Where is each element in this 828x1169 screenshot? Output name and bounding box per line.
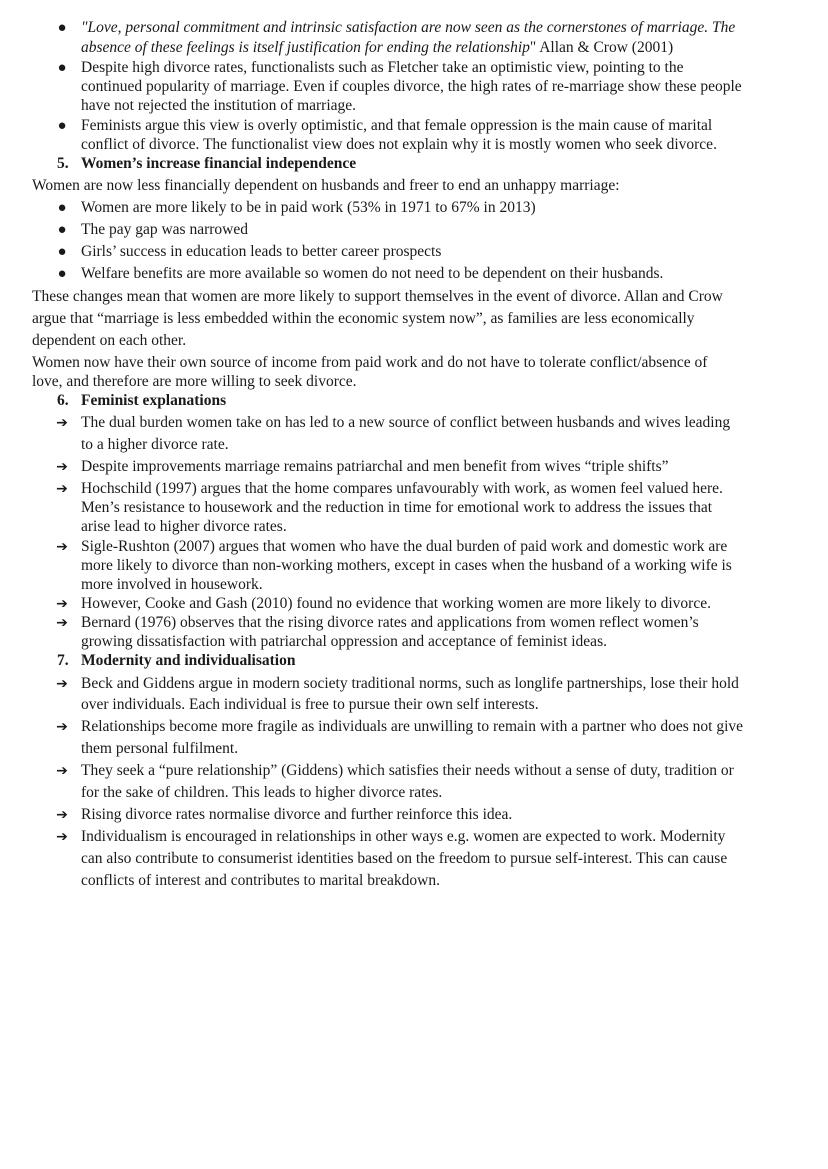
quote-citation: " Allan & Crow (2001) [529, 39, 674, 56]
text-line: Beck and Giddens argue in modern society traditional norms, such as longlife partnerships, lose their hold [81, 675, 739, 692]
section-number: 7. [57, 652, 69, 669]
section-number: 6. [57, 392, 69, 409]
text-line: arise lead to higher divorce rates. [81, 518, 287, 535]
bullet-icon: ● [57, 118, 67, 134]
section-heading: Modernity and individualisation [81, 652, 296, 669]
text-line: for the sake of children. This leads to higher divorce rates. [81, 784, 443, 801]
text-line: dependent on each other. [32, 332, 187, 349]
text-line: conflicts of interest and contributes to marital breakdown. [81, 872, 440, 889]
text-line: Relationships become more fragile as individuals are unwilling to remain with a partner who does not give [81, 718, 744, 735]
text-line: Women now have their own source of income from paid work and do not have to tolerate conflict/absence of [32, 354, 708, 371]
text-line: Hochschild (1997) argues that the home compares unfavourably with work, as women feel valued here. [81, 480, 723, 497]
text-line: Sigle-Rushton (2007) argues that women who have the dual burden of paid work and domestic work are [81, 538, 728, 555]
list-item: Girls’ success in education leads to better career prospects [81, 243, 442, 260]
text-line: growing dissatisfaction with patriarchal oppression and acceptance of feminist ideas. [81, 633, 607, 650]
text-line: Feminists argue this view is overly optimistic, and that female oppression is the main cause of marital [81, 117, 713, 134]
text-line: have not rejected the institution of marriage. [81, 97, 357, 114]
text-line: more involved in housework. [81, 576, 263, 593]
text-line: love, and therefore are more willing to seek divorce. [32, 373, 357, 390]
text-line: Rising divorce rates normalise divorce and further reinforce this idea. [81, 806, 513, 823]
text-line: Despite high divorce rates, functionalists such as Fletcher take an optimistic view, pointing to the [81, 59, 684, 76]
text-line: Bernard (1976) observes that the rising divorce rates and applications from women reflect women’s [81, 614, 699, 631]
arrow-icon: ➔ [56, 763, 68, 779]
bullet-icon: ● [57, 244, 67, 260]
arrow-icon: ➔ [56, 807, 68, 823]
arrow-icon: ➔ [56, 719, 68, 735]
arrow-icon: ➔ [56, 415, 68, 431]
bullet-icon: ● [57, 200, 67, 216]
text-line: They seek a “pure relationship” (Giddens) which satisfies their needs without a sense of duty, tradition or [81, 762, 734, 779]
text-line: over individuals. Each individual is free to pursue their own self interests. [81, 696, 539, 713]
arrow-icon: ➔ [56, 829, 68, 845]
list-item: Welfare benefits are more available so women do not need to be dependent on their husbands. [81, 265, 664, 282]
text-line: conflict of divorce. The functionalist view does not explain why it is mostly women who seek divorce. [81, 136, 717, 153]
text-line: continued popularity of marriage. Even if couples divorce, the high rates of re-marriage show these people [81, 78, 742, 95]
arrow-icon: ➔ [56, 481, 68, 497]
text-line: Women are now less financially dependent on husbands and freer to end an unhappy marriage: [32, 177, 620, 194]
section-heading: Feminist explanations [81, 392, 227, 409]
text-line: However, Cooke and Gash (2010) found no evidence that working women are more likely to divorce. [81, 595, 711, 612]
text-line: more likely to divorce than non-working mothers, except in cases when the husband of a working wife is [81, 557, 732, 574]
arrow-icon: ➔ [56, 676, 68, 692]
text-line: to a higher divorce rate. [81, 436, 229, 453]
text-line: These changes mean that women are more likely to support themselves in the event of divorce. Allan and Crow [32, 288, 723, 305]
text-line: Despite improvements marriage remains patriarchal and men benefit from wives “triple shifts” [81, 458, 669, 475]
text-line: argue that “marriage is less embedded within the economic system now”, as families are less economically [32, 310, 695, 327]
bullet-icon: ● [57, 222, 67, 238]
arrow-icon: ➔ [56, 459, 68, 475]
section-heading: Women’s increase financial independence [81, 155, 357, 172]
text-line: them personal fulfilment. [81, 740, 239, 757]
text-line: Men’s resistance to housework and the reduction in time for emotional work to address the issues that [81, 499, 713, 516]
text-line: Individualism is encouraged in relationships in other ways e.g. women are expected to work. Modernity [81, 828, 726, 845]
text-line: The dual burden women take on has led to a new source of conflict between husbands and wives leading [81, 414, 731, 431]
bullet-icon: ● [57, 20, 67, 36]
bullet-icon: ● [57, 266, 67, 282]
arrow-icon: ➔ [56, 615, 68, 631]
quote-line: absence of these feelings is itself justification for ending the relationship" Allan & Crow (2001) [81, 39, 674, 56]
section-number: 5. [57, 155, 69, 172]
list-item: Women are more likely to be in paid work (53% in 1971 to 67% in 2013) [81, 199, 536, 216]
list-item: The pay gap was narrowed [81, 221, 248, 238]
arrow-icon: ➔ [56, 539, 68, 555]
text-line: can also contribute to consumerist identities based on the freedom to pursue self-interest. This can cause [81, 850, 728, 867]
quote-line: "Love, personal commitment and intrinsic satisfaction are now seen as the cornerstones of marriage. The [81, 19, 736, 36]
arrow-icon: ➔ [56, 596, 68, 612]
bullet-icon: ● [57, 60, 67, 76]
